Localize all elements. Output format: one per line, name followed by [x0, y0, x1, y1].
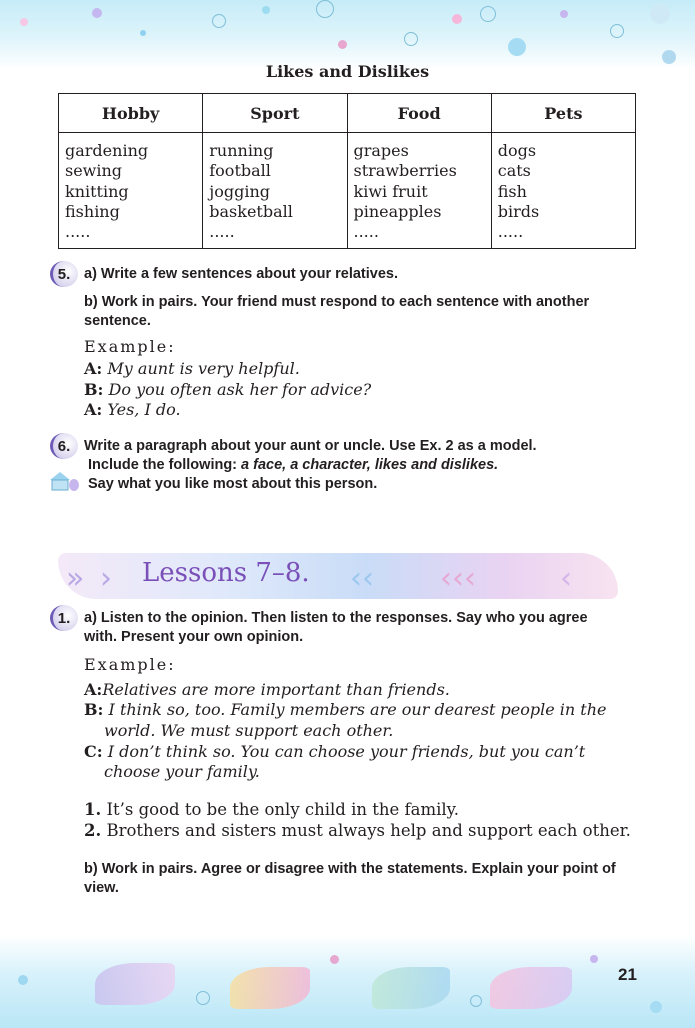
exercise-6-instruction-line1: Write a paragraph about your aunt or uncle. Use Ex. 2 as a model.	[84, 438, 537, 454]
dialogue-line	[84, 742, 585, 761]
dialogue-line	[84, 700, 607, 719]
dialogue-text: I think so, too. Family members are our dearest people in the	[108, 700, 607, 719]
cell-item: birds	[497, 201, 540, 221]
sport-cell	[203, 133, 347, 249]
exercise-5-number: 5.	[57, 265, 71, 283]
table-header-row	[59, 94, 636, 133]
column-header-food: Food	[347, 94, 491, 133]
cell-item: strawberries	[353, 161, 457, 181]
dialogue-line	[84, 680, 450, 699]
cell-item: pineapples	[353, 201, 442, 221]
dialogue-text: Do you often ask her for advice?	[108, 380, 372, 399]
cell-item: knitting	[65, 181, 129, 201]
cell-item: dogs	[497, 141, 537, 160]
exercise-6-instruction-line2	[88, 456, 498, 475]
dialogue-line	[84, 380, 371, 399]
exercise-6-number-badge	[50, 433, 78, 459]
column-header-pets: Pets	[491, 94, 635, 133]
cell-item: .....	[209, 222, 235, 242]
feather-decoration	[95, 963, 175, 1005]
exercise-6-number: 6.	[57, 437, 71, 455]
exercise-5-number-badge	[50, 261, 78, 287]
house-writing-icon	[48, 470, 80, 492]
cell-item: cats	[497, 161, 531, 181]
exercise-1b-instruction-line2: view.	[84, 880, 119, 896]
top-decorative-band	[0, 0, 695, 70]
cell-item: kiwi fruit	[353, 181, 428, 201]
chevron-decoration-icon: ‹	[560, 561, 572, 596]
bottom-decorative-band	[0, 935, 695, 1028]
dialogue-line-continuation	[104, 762, 260, 781]
statement-item	[84, 800, 459, 819]
food-cell	[347, 133, 491, 249]
exercise-5-example-label: Example:	[84, 337, 176, 356]
cell-item: basketball	[209, 201, 293, 221]
statement-number: 1.	[84, 800, 102, 819]
statement-text: It’s good to be the only child in the family.	[106, 800, 460, 819]
cell-item: .....	[65, 222, 91, 242]
speaker-label: A:	[84, 359, 103, 378]
table-row	[59, 133, 636, 249]
cell-item: sewing	[65, 161, 123, 181]
instruction-text: Include the following:	[88, 457, 242, 473]
feather-decoration	[230, 967, 310, 1009]
dialogue-text: Yes, I do.	[107, 400, 181, 419]
speaker-label: A:	[84, 680, 103, 699]
cell-item: fish	[497, 181, 527, 201]
cell-item: running	[209, 141, 274, 160]
chevron-decoration-icon: ›	[100, 561, 112, 596]
cell-item: jogging	[209, 181, 270, 201]
exercise-1-example-label: Example:	[84, 655, 176, 674]
speaker-label: B:	[84, 380, 104, 399]
exercise-5a-instruction: a) Write a few sentences about your relatives.	[84, 266, 399, 282]
cell-item: gardening	[65, 141, 149, 160]
dialogue-text: My aunt is very helpful.	[107, 359, 300, 378]
chevron-decoration-icon: ‹‹‹	[440, 561, 476, 596]
dialogue-line-continuation	[104, 721, 393, 740]
instruction-italic-text: a face, a character, likes and dislikes.	[241, 457, 499, 473]
exercise-1b-instruction-line1: b) Work in pairs. Agree or disagree with the statements. Explain your point of	[84, 861, 616, 877]
statement-text: Brothers and sisters must always help and support each other.	[106, 821, 631, 840]
likes-dislikes-table	[58, 93, 636, 249]
table-title: Likes and Dislikes	[265, 62, 430, 81]
statement-item	[84, 821, 631, 840]
exercise-6-instruction-line3: Say what you like most about this person.	[88, 476, 378, 492]
speaker-label: A:	[84, 400, 103, 419]
column-header-hobby: Hobby	[59, 94, 203, 133]
dialogue-line	[84, 400, 181, 419]
exercise-5b-instruction-line1: b) Work in pairs. Your friend must respond to each sentence with another	[84, 294, 590, 310]
exercise-1a-instruction-line1: a) Listen to the opinion. Then listen to the responses. Say who you agree	[84, 610, 588, 626]
statement-number: 2.	[84, 821, 102, 840]
exercise-1-number: 1.	[57, 609, 71, 627]
cell-item: fishing	[65, 201, 120, 221]
lesson-title: Lessons 7–8.	[142, 558, 310, 588]
dialogue-text: I don’t think so. You can choose your friends, but you can’t	[107, 742, 586, 761]
dialogue-text: world. We must support each other.	[104, 721, 394, 740]
dialogue-text: choose your family.	[104, 762, 260, 781]
cell-item: .....	[353, 222, 379, 242]
cell-item: .....	[497, 222, 524, 242]
speaker-label: B:	[84, 700, 104, 719]
speaker-label: C:	[84, 742, 103, 761]
exercise-5b-instruction-line2: sentence.	[84, 313, 151, 329]
cell-item: football	[209, 161, 271, 181]
feather-decoration	[490, 967, 572, 1009]
cell-item: grapes	[353, 141, 409, 160]
column-header-sport: Sport	[203, 94, 347, 133]
exercise-1a-instruction-line2: with. Present your own opinion.	[84, 629, 304, 645]
dialogue-line	[84, 359, 300, 378]
pets-cell	[491, 133, 635, 249]
page-number: 21	[618, 965, 637, 984]
feather-decoration	[372, 967, 450, 1009]
exercise-1-number-badge	[50, 605, 78, 631]
dialogue-text: Relatives are more important than friends.	[102, 680, 450, 699]
hobby-cell	[59, 133, 203, 249]
chevron-decoration-icon: ‹‹	[350, 561, 374, 596]
chevron-decoration-icon: »	[66, 561, 85, 596]
